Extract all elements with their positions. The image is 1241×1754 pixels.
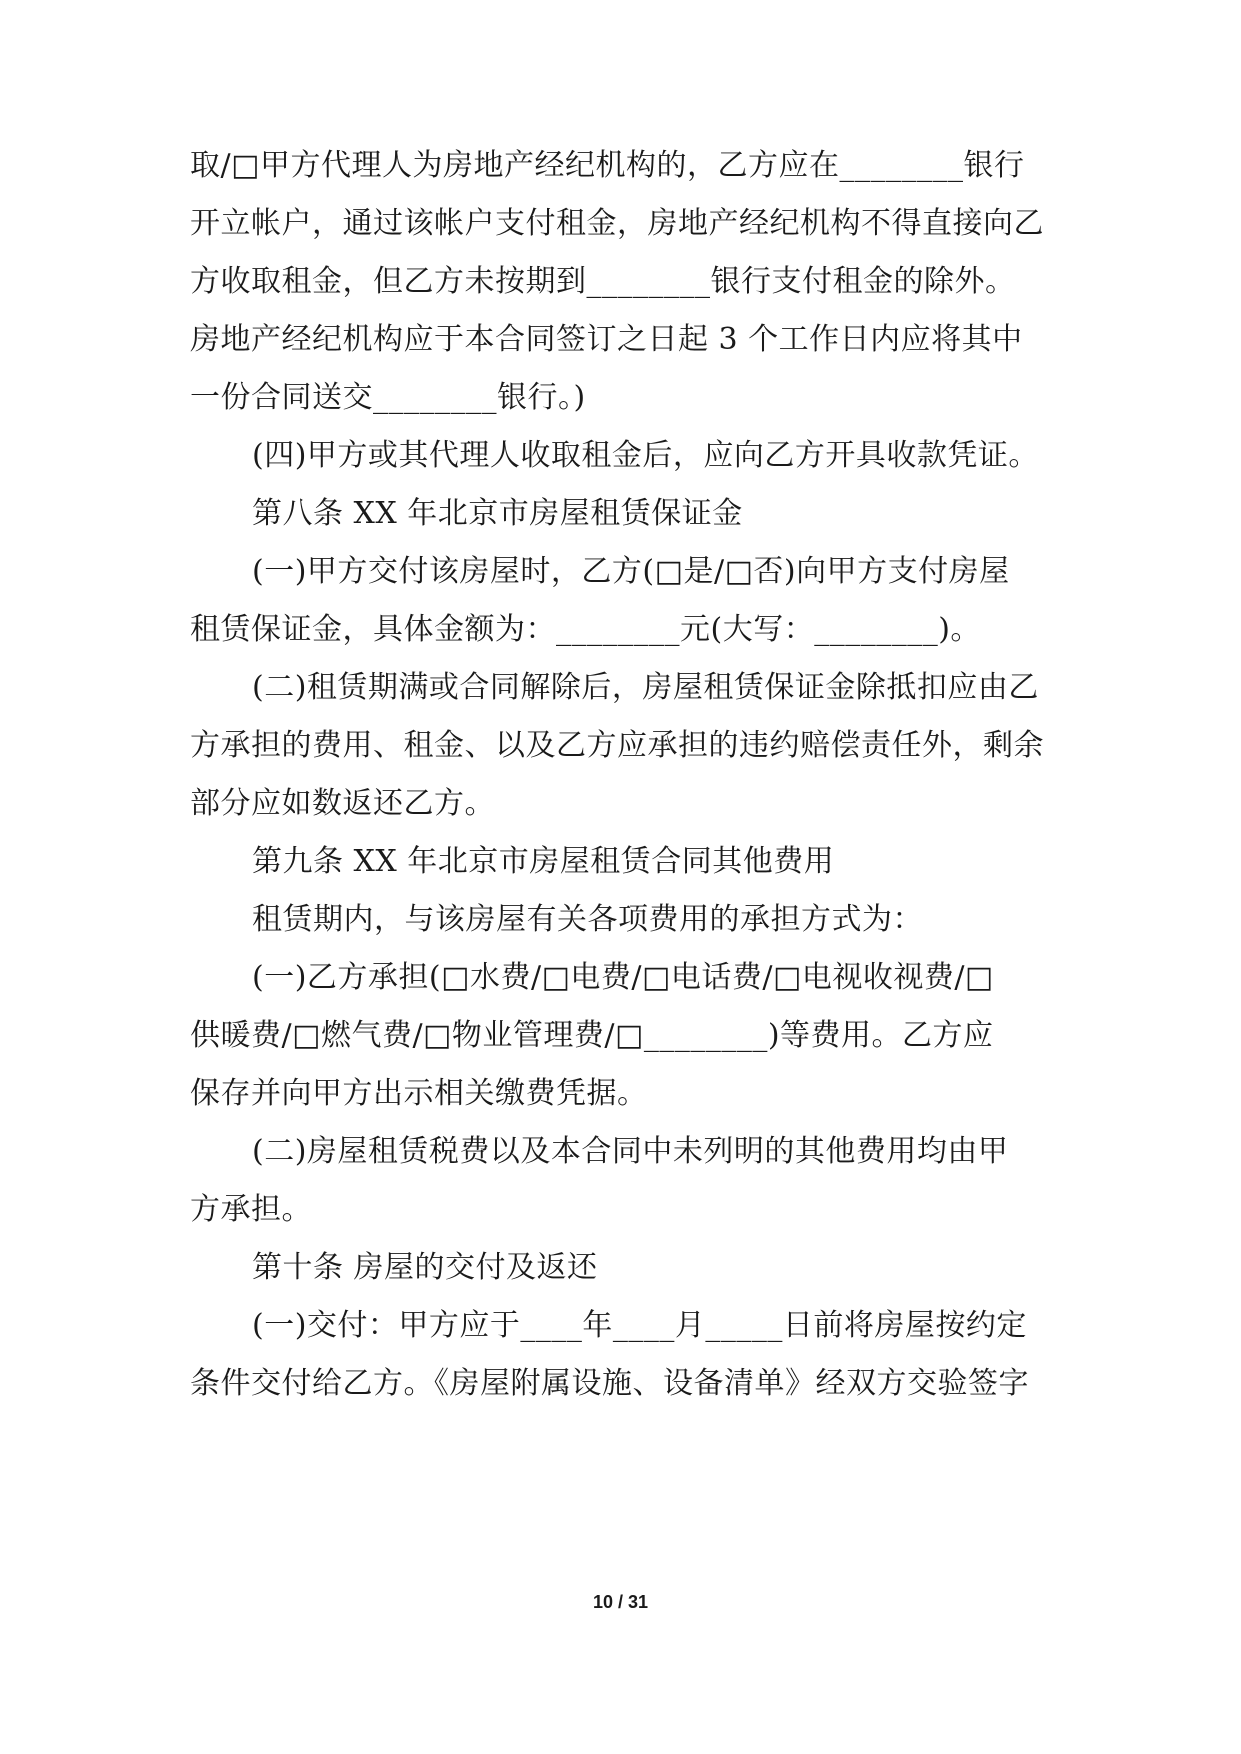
paragraph-start-line: (四)甲方或其代理人收取租金后，应向乙方开具收款凭证。 (252, 438, 1039, 473)
text-line: 部分应如数返还乙方。 (190, 786, 495, 821)
page-number: 10 / 31 (592, 1592, 649, 1612)
article-heading: 第九条 XX 年北京市房屋租赁合同其他费用 (252, 844, 835, 879)
paragraph-start-line: (一)甲方交付该房屋时，乙方(□是/□否)向甲方支付房屋 (252, 554, 1010, 589)
paragraph-start-line: 租赁期内，与该房屋有关各项费用的承担方式为： (252, 902, 923, 937)
paragraph-start-line: (一)乙方承担(□水费/□电费/□电话费/□电视收视费/□ (252, 960, 994, 995)
text-line: 方承担的费用、租金、以及乙方应承担的违约赔偿责任外，剩余 (190, 728, 1044, 763)
text-line: 一份合同送交________银行。) (190, 380, 586, 415)
text-line: 租赁保证金，具体金额为：________元(大写：________)。 (190, 612, 981, 647)
text-line: 条件交付给乙方。《房屋附属设施、设备清单》经双方交验签字 (190, 1366, 1029, 1401)
text-line: 方收取租金，但乙方未按期到________银行支付租金的除外。 (190, 264, 1016, 299)
paragraph-start-line: (二)房屋租赁税费以及本合同中未列明的其他费用均由甲 (252, 1134, 1009, 1169)
text-line: 取/□甲方代理人为房地产经纪机构的，乙方应在________银行 (190, 148, 1025, 183)
text-line: 保存并向甲方出示相关缴费凭据。 (190, 1076, 648, 1111)
paragraph-start-line: (二)租赁期满或合同解除后，房屋租赁保证金除抵扣应由乙 (252, 670, 1039, 705)
article-heading: 第八条 XX 年北京市房屋租赁保证金 (252, 496, 743, 531)
text-line: 房地产经纪机构应于本合同签订之日起 3 个工作日内应将其中 (190, 322, 1023, 357)
article-heading: 第十条 房屋的交付及返还 (252, 1250, 598, 1285)
text-line: 开立帐户，通过该帐户支付租金，房地产经纪机构不得直接向乙 (190, 206, 1044, 241)
text-line: 供暖费/□燃气费/□物业管理费/□________)等费用。乙方应 (190, 1018, 994, 1053)
text-line: 方承担。 (190, 1192, 312, 1227)
paragraph-start-line: (一)交付：甲方应于____年____月_____日前将房屋按约定 (252, 1308, 1027, 1343)
